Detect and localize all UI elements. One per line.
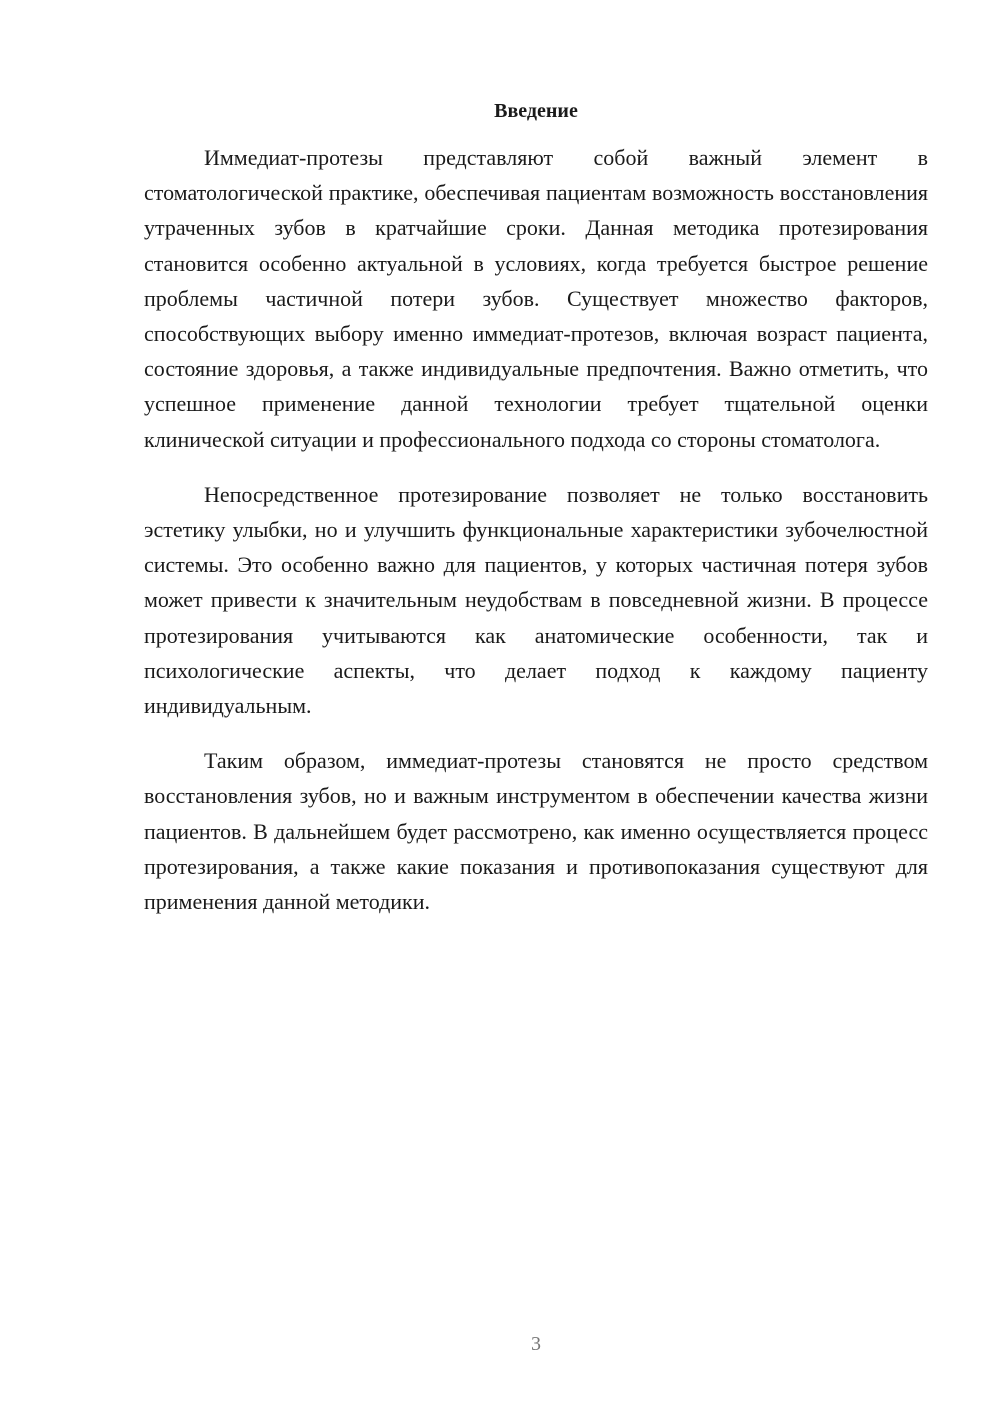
paragraph-3: Таким образом, иммедиат-протезы становятся не просто средством восстановления зубов, но и важным инструментом в обеспечении качества жизни пациентов. В дальнейшем будет рассмотрено, как именно осуществляется процесс протезирования, а также какие показания и противопоказания существуют для применения данной методики. — [144, 748, 928, 915]
section-heading: Введение — [494, 100, 578, 122]
paragraph-1: Иммедиат-протезы представляют собой важный элемент в стоматологической практике, обеспечивая пациентам возможность восстановления утраченных зубов в кратчайшие сроки. Данная методика протезирования становится особенно актуальной в условиях, когда требуется быстрое решение проблемы частичной потери зубов. Существует множество факторов, способствующих выбору именно иммедиат-протезов, включая возраст пациента, состояние здоровья, а также индивидуальные предпочтения. Важно отметить, что успешное применение данной технологии требует тщательной оценки клинической ситуации и профессионального подхода со стороны стоматолога. — [144, 145, 928, 452]
body-text — [144, 140, 928, 939]
paragraph-2: Непосредственное протезирование позволяет не только восстановить эстетику улыбки, но и улучшить функциональные характеристики зубочелюстной системы. Это особенно важно для пациентов, у которых частичная потеря зубов может привести к значительным неудобствам в повседневной жизни. В процессе протезирования учитываются как анатомические особенности, так и психологические аспекты, что делает подход к каждому пациенту индивидуальным. — [144, 481, 928, 719]
page-number: 3 — [531, 1333, 541, 1355]
